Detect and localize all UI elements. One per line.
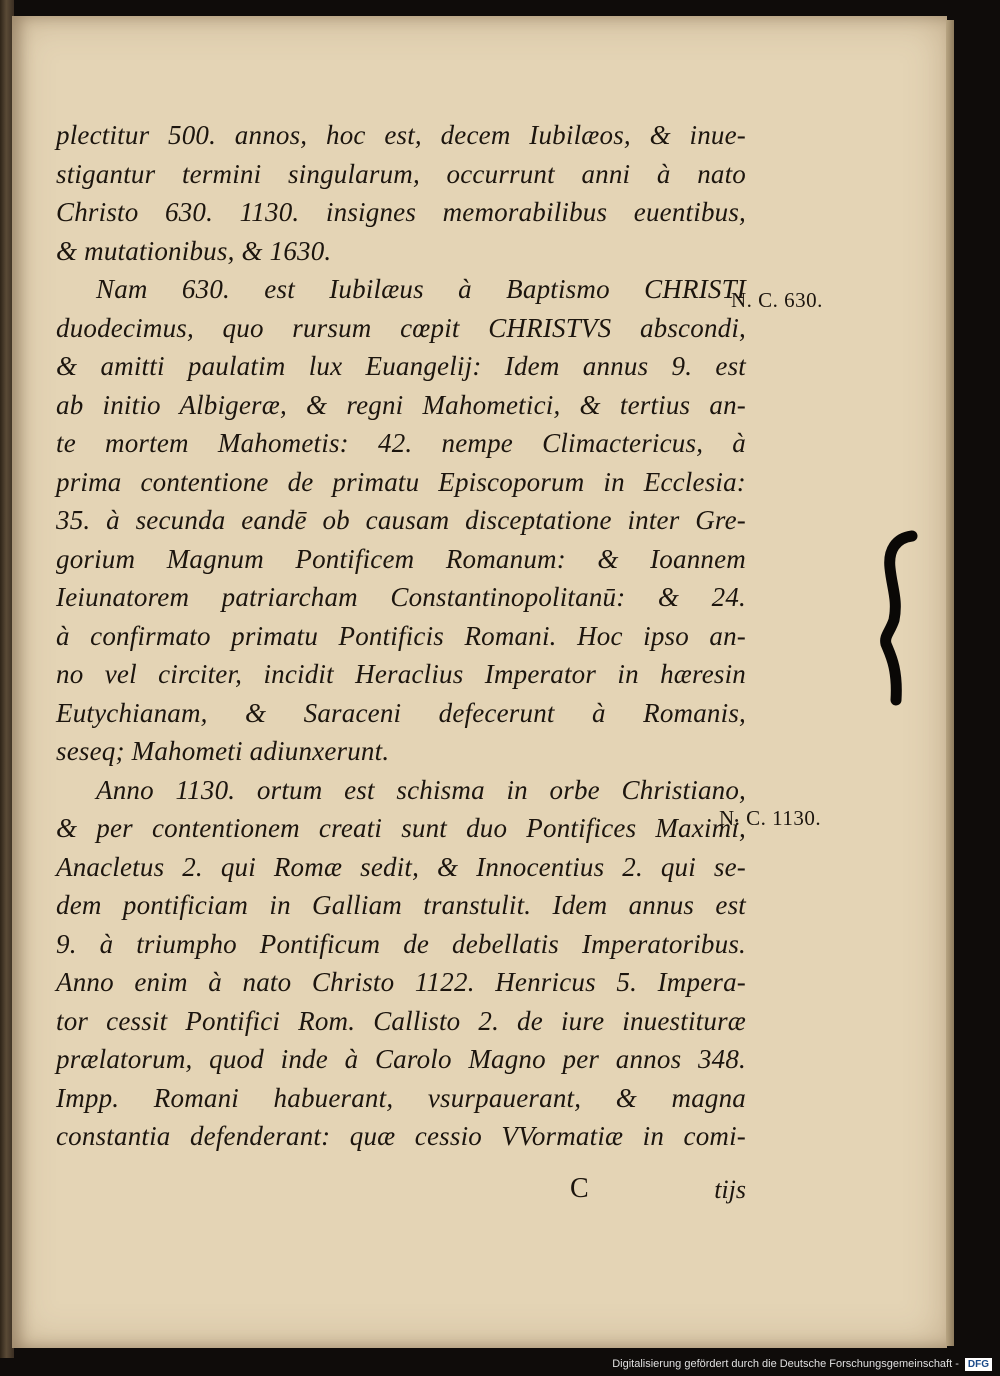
text-line: à confirmato primatu Pontificis Romani. Hoc ipso an- (56, 620, 746, 651)
text-line: & amitti paulatim lux Euangelij: Idem annus 9. est (56, 351, 746, 381)
text-line: stigantur termini singularum, occurrunt anni à nato (56, 158, 746, 189)
text-line: dem pontificiam in Galliam transtulit. Idem annus est (56, 890, 746, 920)
text-line: duodecimus, quo rursum cœpit CHRISTVS abscondi, (56, 312, 746, 343)
text-line: te mortem Mahometis: 42. nempe Climactericus, à (56, 428, 746, 458)
page-edge (946, 20, 954, 1346)
text-line: seseq; Mahometi adiunxerunt. (56, 736, 390, 766)
text-line: & mutationibus, & 1630. (56, 235, 332, 266)
margin-note-1130: N. C. 1130. (719, 806, 822, 830)
page-footer-line (56, 1173, 746, 1213)
text-line: prælatorum, quod inde à Carolo Magno per annos 348. (56, 1044, 746, 1074)
text-line: no vel circiter, incidit Heraclius Imperator in hæresin (56, 659, 746, 689)
catchword: tijs (714, 1175, 746, 1204)
text-line: prima contentione de primatu Episcoporum in Ecclesia: (56, 466, 746, 497)
text-line: 35. à secunda eandē ob causam disceptatione inter Gre- (56, 505, 746, 535)
text-line: Anacletus 2. qui Romæ sedit, & Innocentius 2. qui se- (56, 851, 746, 882)
text-line: Impp. Romani habuerant, vsurpauerant, & magna (56, 1082, 746, 1113)
text-line: constantia defenderant: quæ cessio VVormatiæ in comi- (56, 1121, 746, 1151)
body-text (56, 116, 746, 1156)
digitization-credit (612, 1356, 992, 1372)
credit-text: Digitalisierung gefördert durch die Deutsche Forschungsgemeinschaft - (612, 1358, 959, 1370)
ink-bracket-mark (874, 528, 924, 708)
signature-mark: C (570, 1173, 589, 1204)
text-line: & per contentionem creati sunt duo Pontifices Maximi, (56, 813, 746, 843)
text-line: Nam 630. est Iubilæus à Baptismo CHRISTI (96, 274, 746, 304)
text-line: ab initio Albigeræ, & regni Mahometici, & tertius an- (56, 389, 746, 420)
margin-note-630: N. C. 630. (731, 288, 823, 312)
text-line: 9. à triumpho Pontificum de debellatis Imperatoribus. (56, 928, 746, 959)
text-line: plectitur 500. annos, hoc est, decem Iubilæos, & inue- (56, 120, 746, 150)
text-line: Eutychianam, & Saraceni defecerunt à Romanis, (56, 697, 746, 728)
text-line: gorium Magnum Pontificem Romanum: & Ioannem (56, 543, 746, 574)
text-line: Anno enim à nato Christo 1122. Henricus 5. Impera- (56, 967, 746, 997)
text-line: Anno 1130. ortum est schisma in orbe Christiano, (96, 774, 746, 805)
dfg-logo: DFG (965, 1358, 992, 1371)
text-line: Ieiunatorem patriarcham Constantinopolitanū: & 24. (56, 582, 746, 612)
text-line: tor cessit Pontifici Rom. Callisto 2. de iure inuestituræ (56, 1005, 746, 1036)
book-page (12, 16, 947, 1348)
text-line: Christo 630. 1130. insignes memorabilibus euentibus, (56, 197, 746, 227)
